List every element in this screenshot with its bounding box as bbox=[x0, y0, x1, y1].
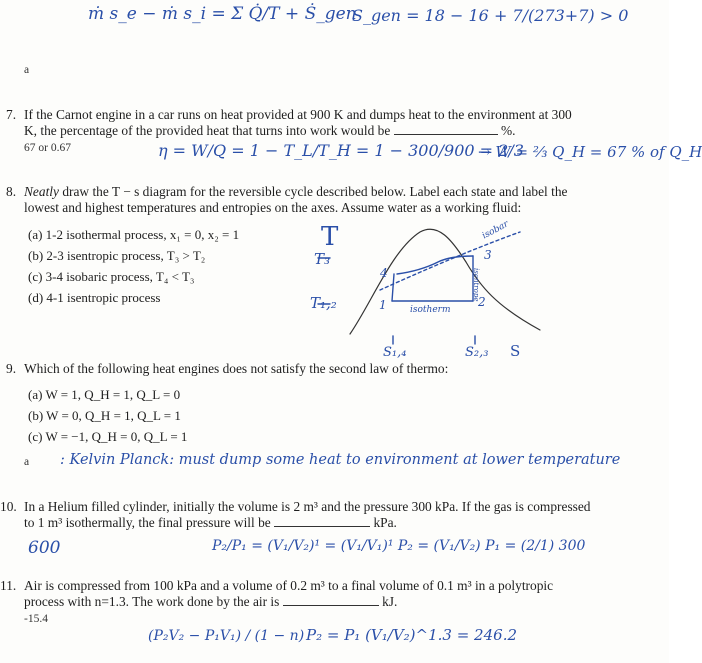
q11-p2-calc: P₂ = P₁ (V₁/V₂)^1.3 = 246.2 bbox=[306, 626, 518, 644]
s-axis-label: S bbox=[510, 342, 521, 360]
q8-item-b: (b) 2-3 isentropic process, T₃ > T₂ bbox=[28, 248, 206, 263]
q9-number: 9. bbox=[6, 361, 17, 376]
q11-unit: kJ. bbox=[382, 594, 398, 609]
isentrope-4-1 bbox=[392, 274, 394, 301]
q9-option-c: (c) W = −1, Q_H = 0, Q_L = 1 bbox=[28, 429, 188, 444]
t12-label: T₁,₂ bbox=[310, 294, 337, 312]
isotherm-label: isotherm bbox=[410, 305, 451, 315]
isobar-label: isobar bbox=[480, 219, 511, 242]
q10-text-line1: In a Helium filled cylinder, initially the volume is 2 m³ and the pressure 300 kPa. If the gas is compressed bbox=[24, 499, 591, 514]
vapor-dome bbox=[350, 229, 540, 334]
q9-option-b: (b) W = 0, Q_H = 1, Q_L = 1 bbox=[28, 408, 181, 423]
state-3-label: 3 bbox=[484, 248, 492, 262]
sgen-calculation: S_gen = 18 − 16 + 7/(273+7) > 0 bbox=[352, 6, 629, 25]
s23-label: S₂,₃ bbox=[465, 345, 489, 360]
t-axis-label: T bbox=[321, 222, 339, 252]
q10-number: 10. bbox=[0, 499, 17, 514]
q10-text-line2-label: to 1 m³ isothermally, the final pressure will be bbox=[24, 515, 271, 530]
q10-text-line2 bbox=[24, 514, 397, 531]
q10-unit: kPa. bbox=[373, 515, 397, 530]
q7-number: 7. bbox=[6, 107, 17, 122]
t3-label: T₃ bbox=[314, 250, 331, 268]
s14-label: S₁,₄ bbox=[383, 345, 407, 360]
state-1-label: 1 bbox=[379, 298, 387, 312]
q8-emphasis: Neatly bbox=[24, 184, 59, 199]
q10-answer: 600 bbox=[28, 538, 61, 558]
q8-item-d: (d) 4-1 isentropic process bbox=[28, 290, 161, 305]
state-2-label: 2 bbox=[478, 295, 486, 309]
q8-item-c: (c) 3-4 isobaric process, T₄ < T₃ bbox=[28, 269, 195, 284]
isentrope-label: isentrope bbox=[472, 268, 480, 302]
q7-efficiency-work: η = W/Q = 1 − T_L/T_H = 1 − 300/900 = 2/3 bbox=[158, 141, 524, 160]
q9-typed-answer: a bbox=[24, 456, 30, 468]
q11-text-line2-label: process with n=1.3. The work done by the air is bbox=[24, 594, 280, 609]
q9-explanation: : Kelvin Planck: must dump some heat to environment at lower temperature bbox=[60, 452, 621, 468]
q8-number: 8. bbox=[6, 184, 17, 199]
q7-text-line1: If the Carnot engine in a car runs on heat provided at 900 K and dumps heat to the environment at 300 bbox=[24, 107, 572, 122]
q11-typed-answer: -15.4 bbox=[24, 613, 48, 625]
entropy-balance-equation: ṁ s_e − ṁ s_i = Σ Q̇/T + Ṡ_gen bbox=[88, 4, 357, 24]
q7-unit: %. bbox=[501, 123, 516, 138]
q11-text-line1: Air is compressed from 100 kPa and a volume of 0.2 m³ to a final volume of 0.1 m³ in a polytropic bbox=[24, 578, 554, 593]
q10-work: P₂/P₁ = (V₁/V₂)¹ = (V₁/V₁)¹ P₂ = (V₁/V₂) P₁ = (2/1) 300 bbox=[212, 538, 586, 554]
q10-answer-blank bbox=[274, 514, 370, 527]
q7-text-line2-label: K, the percentage of the provided heat that turns into work would be bbox=[24, 123, 391, 138]
state-4-label: 4 bbox=[380, 266, 388, 280]
q7-result: → W = ⅔ Q_H = 67 % of Q_H bbox=[478, 143, 702, 161]
isobar-3-4 bbox=[397, 256, 473, 274]
q11-answer-blank bbox=[283, 593, 379, 606]
q11-number: 11. bbox=[0, 578, 17, 593]
q8-item-a: (a) 1-2 isothermal process, x₁ = 0, x₂ = 1 bbox=[28, 227, 240, 242]
q9-option-a: (a) W = 1, Q_H = 1, Q_L = 0 bbox=[28, 387, 181, 402]
q7-typed-answer: 67 or 0.67 bbox=[24, 142, 71, 154]
previous-answer: a bbox=[24, 64, 30, 76]
q8-text-line1-rest: draw the T − s diagram for the reversible cycle described below. Label each state and label the bbox=[62, 184, 568, 199]
q11-work-formula: (P₂V₂ − P₁V₁) / (1 − n) bbox=[148, 628, 305, 644]
q11-text-line2 bbox=[24, 593, 397, 610]
q9-text: Which of the following heat engines does not satisfy the second law of thermo: bbox=[24, 361, 449, 376]
q8-text-line2: lowest and highest temperatures and entropies on the axes. Assume water as a working fluid: bbox=[24, 200, 522, 215]
